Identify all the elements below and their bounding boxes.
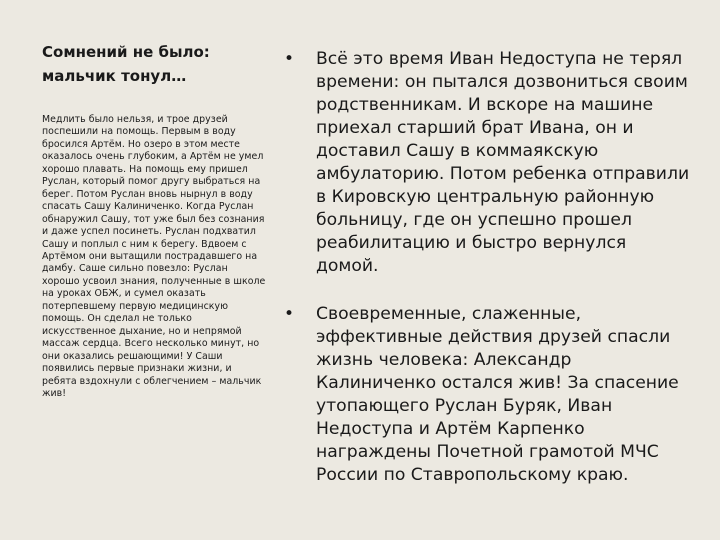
bullet-icon: • <box>284 304 295 324</box>
bullet-list <box>284 48 694 512</box>
left-body-text: Медлить было нельзя, и трое друзей поспешили на помощь. Первым в воду бросился Артём. Но озеро в этом месте оказалось очень глубоким, а Артём не умел хорошо плавать. На помощь ему пришел Руслан, который помог другу выбраться на берег. Потом Руслан вновь нырнул в воду спасать Сашу Калиниченко. Когда Руслан обнаружил Сашу, тот уже был без сознания и даже успел посинеть. Руслан подхватил Сашу и поплыл с ним к берегу. Вдвоем с Артёмом они вытащили пострадавшего на дамбу. Саше сильно повезло: Руслан хорошо усвоил знания, полученные в школе на уроках ОБЖ, и сумел оказать потерпевшему первую медицинскую помощь. Он сделал не только искусственное дыхание, но и непрямой массаж сердца. Всего несколько минут, но они оказались решающими! У Саши появились первые признаки жизни, и ребята вздохнули с облегчением – мальчик жив! <box>42 114 266 399</box>
left-title: Сомнений не было: мальчик тонул… <box>42 43 210 85</box>
bullet-item-2 <box>284 303 694 487</box>
left-column <box>42 40 268 400</box>
bullet-text-1: Всё это время Иван Недоступа не терял времени: он пытался дозвониться своим родственникам. И вскоре на машине приехал старший брат Ивана, он и доставил Сашу в коммаякскую амбулаторию. Потом ребенка отправили в Кировскую центральную районную больницу, где он успешно прошел реабилитацию и быстро вернулся домой. <box>316 49 690 276</box>
bullet-text-2: Своевременные, слаженные, эффективные действия друзей спасли жизнь человека: Александр Калиниченко остался жив! За спасение утопающего Руслан Буряк, Иван Недоступа и Артём Карпенко награждены Почетной грамотой МЧС России по Ставропольскому краю. <box>316 304 679 485</box>
bullet-icon: • <box>284 49 295 69</box>
bullet-item-1 <box>284 48 694 278</box>
